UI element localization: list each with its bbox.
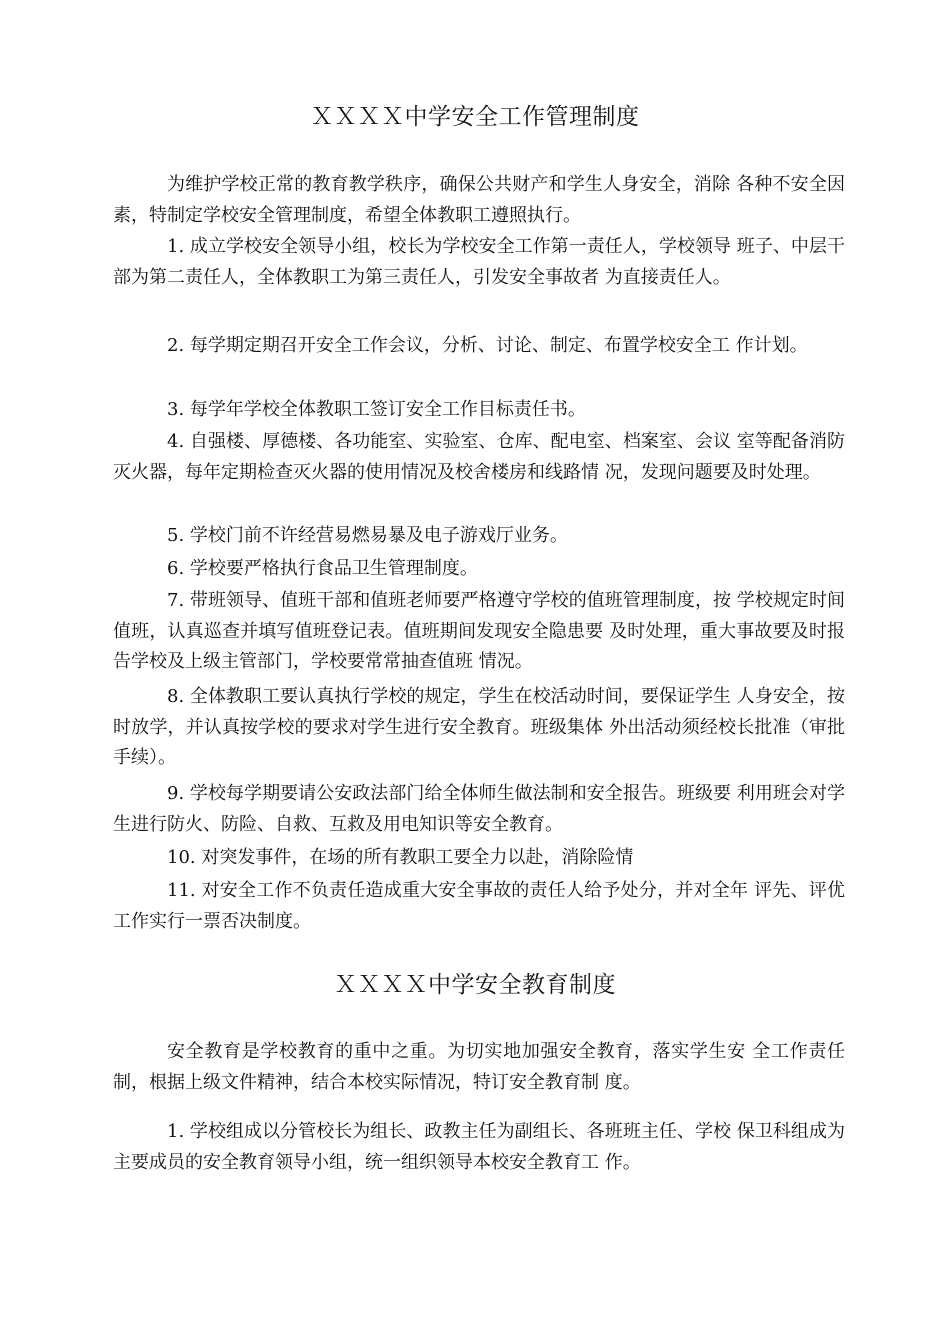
section1-item-11: 11. 对安全工作不负责任造成重大安全事故的责任人给予处分，并对全年 评先、评优工作实行一票否决制度。 — [113, 880, 845, 932]
section1-item-2: 2. 每学期定期召开安全工作会议，分析、讨论、制定、布置学校安全工 作计划。 — [167, 335, 808, 356]
section1-item-8: 8. 全体教职工要认真执行学校的规定，学生在校活动时间，要保证学生 人身安全，按时放学，并认真按学校的要求对学生进行安全教育。班级集体 外出活动须经校长批准（审批手续）。 — [113, 686, 845, 768]
section1-title: ＸＸＸＸ中学安全工作管理制度 — [310, 104, 640, 130]
section1-item-10: 10. 对突发事件，在场的所有教职工要全力以赴，消除险情 — [167, 847, 634, 868]
section1-item-3: 3. 每学年学校全体教职工签订安全工作目标责任书。 — [167, 399, 586, 420]
section1-item-5: 5. 学校门前不许经营易燃易暴及电子游戏厅业务。 — [167, 525, 568, 546]
section1-item-9: 9. 学校每学期要请公安政法部门给全体师生做法制和安全报告。班级要 利用班会对学生进行防火、防险、自救、互救及用电知识等安全教育。 — [113, 783, 845, 835]
section1-intro: 为维护学校正常的教育教学秩序，确保公共财产和学生人身安全，消除 各种不安全因素，特制定学校安全管理制度，希望全体教职工遵照执行。 — [113, 174, 845, 226]
section2-item-1: 1. 学校组成以分管校长为组长、政教主任为副组长、各班班主任、学校 保卫科组成为主要成员的安全教育领导小组，统一组织领导本校安全教育工 作。 — [113, 1121, 845, 1173]
section2-intro: 安全教育是学校教育的重中之重。为切实地加强安全教育，落实学生安 全工作责任制，根据上级文件精神，结合本校实际情况，特订安全教育制 度。 — [113, 1041, 845, 1093]
section1-item-6: 6. 学校要严格执行食品卫生管理制度。 — [167, 558, 478, 579]
section2-title: ＸＸＸＸ中学安全教育制度 — [334, 972, 616, 998]
section1-item-7: 7. 带班领导、值班干部和值班老师要严格遵守学校的值班管理制度，按 学校规定时间值班，认真巡查并填写值班登记表。值班期间发现安全隐患要 及时处理，重大事故要及时报告学校及上级主管部门，学校要常常抽查值班 情况。 — [113, 590, 845, 672]
section1-item-4: 4. 自强楼、厚德楼、各功能室、实验室、仓库、配电室、档案室、会议 室等配备消防灭火器，每年定期检查灭火器的使用情况及校舍楼房和线路情 况，发现问题要及时处理。 — [113, 431, 845, 483]
section1-item-1: 1. 成立学校安全领导小组，校长为学校安全工作第一责任人，学校领导 班子、中层干部为第二责任人，全体教职工为第三责任人，引发安全事故者 为直接责任人。 — [113, 236, 845, 288]
